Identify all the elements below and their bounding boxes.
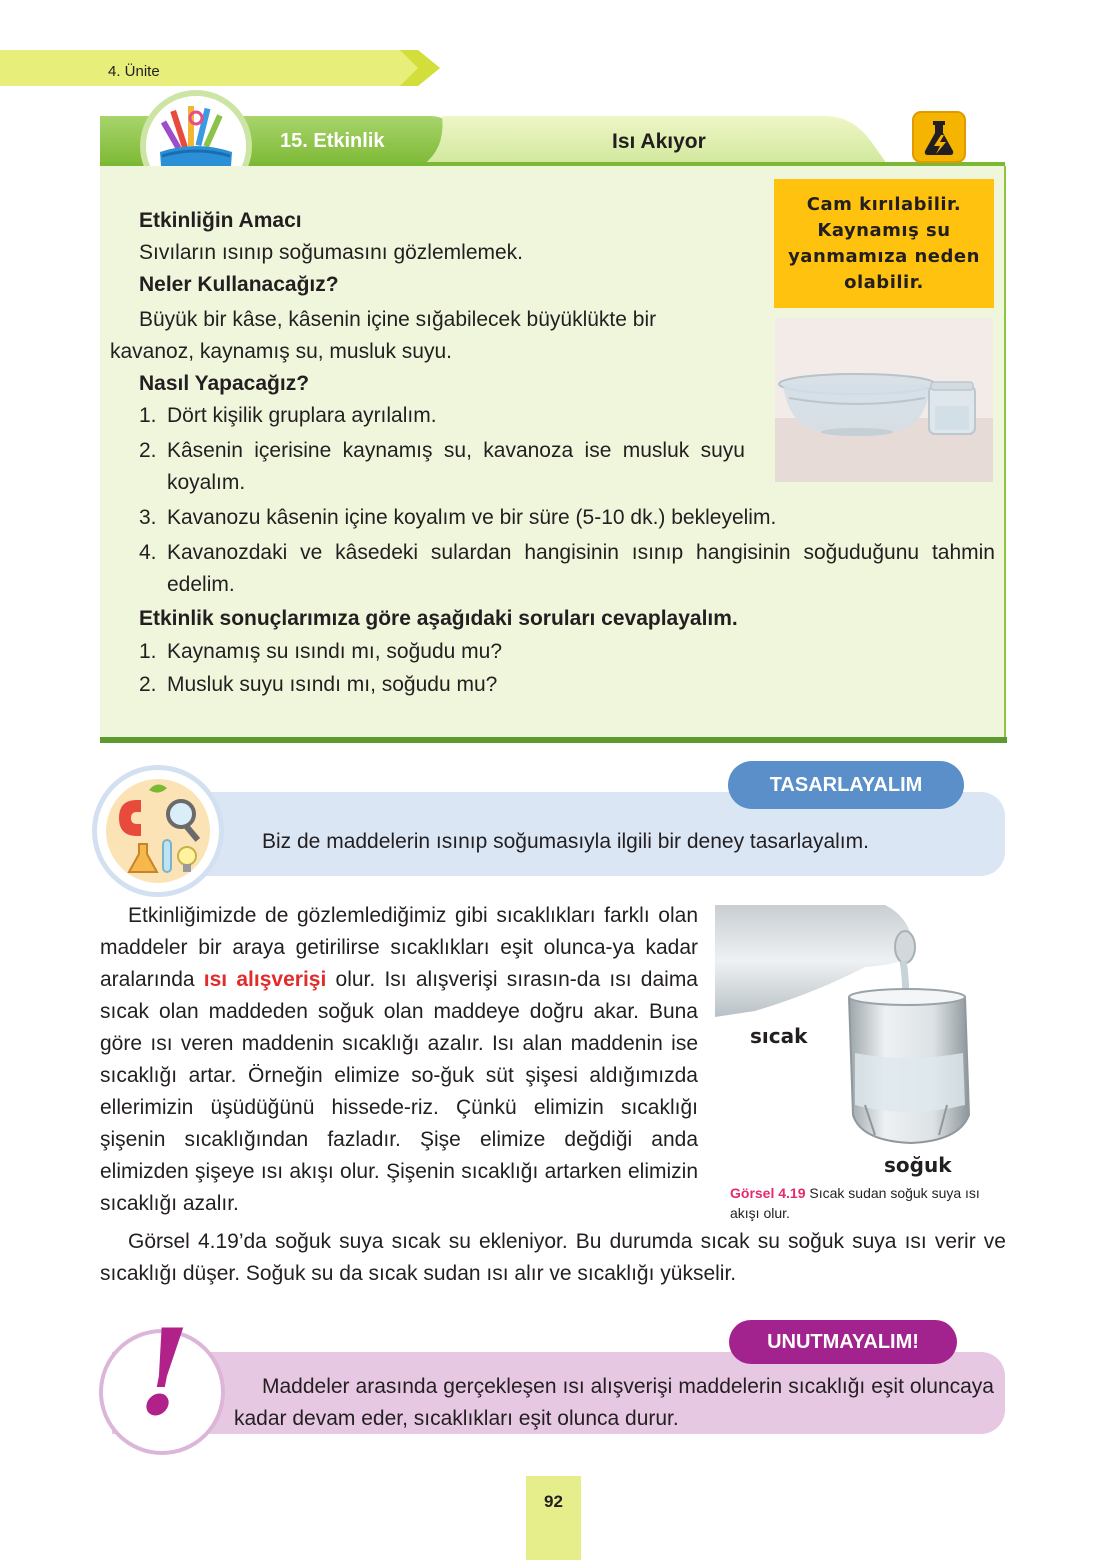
- remember-text: [234, 1371, 994, 1435]
- figure-ref: Görsel 4.19: [730, 1185, 806, 1201]
- warning-text: Cam kırılabilir. Kaynamış su yanmamıza neden olabilir.: [788, 193, 980, 293]
- question-item: [139, 636, 839, 668]
- aim-text: Sıvıların ısınıp soğumasını gözlemlemek.: [139, 241, 523, 264]
- step-text: Dört kişilik gruplara ayrılalım.: [167, 404, 437, 427]
- science-tools-icon: [97, 770, 219, 892]
- materials-heading: Neler Kullanacağız?: [139, 273, 339, 296]
- label-cold: soğuk: [884, 1153, 952, 1177]
- paragraph-text-start: Etkinliğimizde de gözlemlediğimiz gibi sıcaklıkları farklı olan maddeler bir araya getirilirse sıcaklıkları eşit olunca-ya kadar aralarında: [100, 904, 698, 991]
- heat-exchange-paragraph: [100, 900, 698, 1220]
- paragraph-text-end: olur. Isı alışverişi sırasın-da ısı daima sıcak olan maddeden soğuk olan maddeye doğru akar. Buna göre ısı veren maddenin sıcaklığı azalır. Isı alan maddenin ise sıcaklığı artar. Örneğin elimize so-ğuk süt şişesi aldığımızda ellerimizin üşüdüğünü hissede-riz. Çünkü elimizin sıcaklığı şişenin sıcaklığından fazladır. Şişe elimize değdiği anda elimizden şişeye ısı akışı olur. Şişenin sıcaklığı artarken elimizin sıcaklığı azalır.: [100, 968, 698, 1215]
- aim-heading: Etkinliğin Amacı: [139, 209, 302, 232]
- questions-heading: Etkinlik sonuçlarımıza göre aşağıdaki soruları cevaplayalım.: [139, 607, 738, 630]
- step-item: [139, 435, 745, 499]
- materials-text-line2: kavanoz, kaynamış su, musluk suyu.: [110, 340, 452, 363]
- activity-title: Isı Akıyor: [612, 130, 706, 153]
- question-number: 2.: [139, 673, 157, 696]
- step-text: Kavanozdaki ve kâsedeki sulardan hangisinin ısınıp hangisinin soğuduğunu tahmin edelim.: [167, 541, 995, 596]
- remember-label: UNUTMAYALIM!: [729, 1320, 957, 1364]
- question-text: Kaynamış su ısındı mı, soğudu mu?: [167, 640, 502, 663]
- activity-panel-bottom-rule: [100, 737, 1007, 743]
- remember-text-body: Maddeler arasında gerçekleşen ısı alışverişi maddelerin sıcaklığı eşit oluncaya kadar devam eder, sıcaklıkları eşit olunca durur.: [234, 1375, 994, 1430]
- step-number: 4.: [139, 541, 157, 564]
- paragraph-text: Görsel 4.19’da soğuk suya sıcak su ekleniyor. Bu durumda sıcak su soğuk suya ısı verir ve sıcaklığı düşer. Soğuk su da sıcak sudan ısı alır ve sıcaklığı yükselir.: [100, 1230, 1006, 1285]
- exclamation-icon: !: [138, 1303, 190, 1442]
- materials-text-line1: Büyük bir kâse, kâsenin içine sığabilecek büyüklükte bir: [139, 308, 657, 331]
- unit-ribbon: [0, 50, 440, 86]
- figure-caption: [730, 1183, 1010, 1223]
- question-text: Musluk suyu ısındı mı, soğudu mu?: [167, 673, 498, 696]
- step-number: 1.: [139, 404, 157, 427]
- flask-warning-icon: [912, 111, 966, 163]
- step-text: Kavanozu kâsenin içine koyalım ve bir süre (5-10 dk.) bekleyelim.: [167, 506, 777, 529]
- design-label: TASARLAYALIM: [728, 761, 964, 809]
- design-text: Biz de maddelerin ısınıp soğumasıyla ilgili bir deney tasarlayalım.: [262, 830, 869, 853]
- page-number-tab: [526, 1476, 581, 1560]
- highlight-term: ısı alışverişi: [203, 968, 327, 991]
- figure-caption-text: Sıcak sudan soğuk suya ısı akışı olur.: [730, 1185, 980, 1221]
- label-hot: sıcak: [750, 1024, 808, 1048]
- warning-note: [774, 179, 994, 308]
- step-number: 3.: [139, 506, 157, 529]
- step-item: [139, 537, 995, 601]
- step-text: Kâsenin içerisine kaynamış su, kavanoza ise musluk suyu koyalım.: [167, 439, 745, 494]
- steps-heading: Nasıl Yapacağız?: [139, 372, 310, 395]
- step-item: [139, 502, 999, 534]
- hot-cold-water-paragraph: [100, 1226, 1006, 1290]
- bowl-and-jar-photo: [775, 318, 993, 482]
- question-number: 1.: [139, 640, 157, 663]
- unit-label: 4. Ünite: [108, 63, 160, 80]
- page-number: 92: [544, 1492, 563, 1511]
- activity-number: 15. Etkinlik: [280, 130, 385, 152]
- step-item: [139, 400, 759, 432]
- question-item: [139, 669, 839, 701]
- step-number: 2.: [139, 439, 157, 462]
